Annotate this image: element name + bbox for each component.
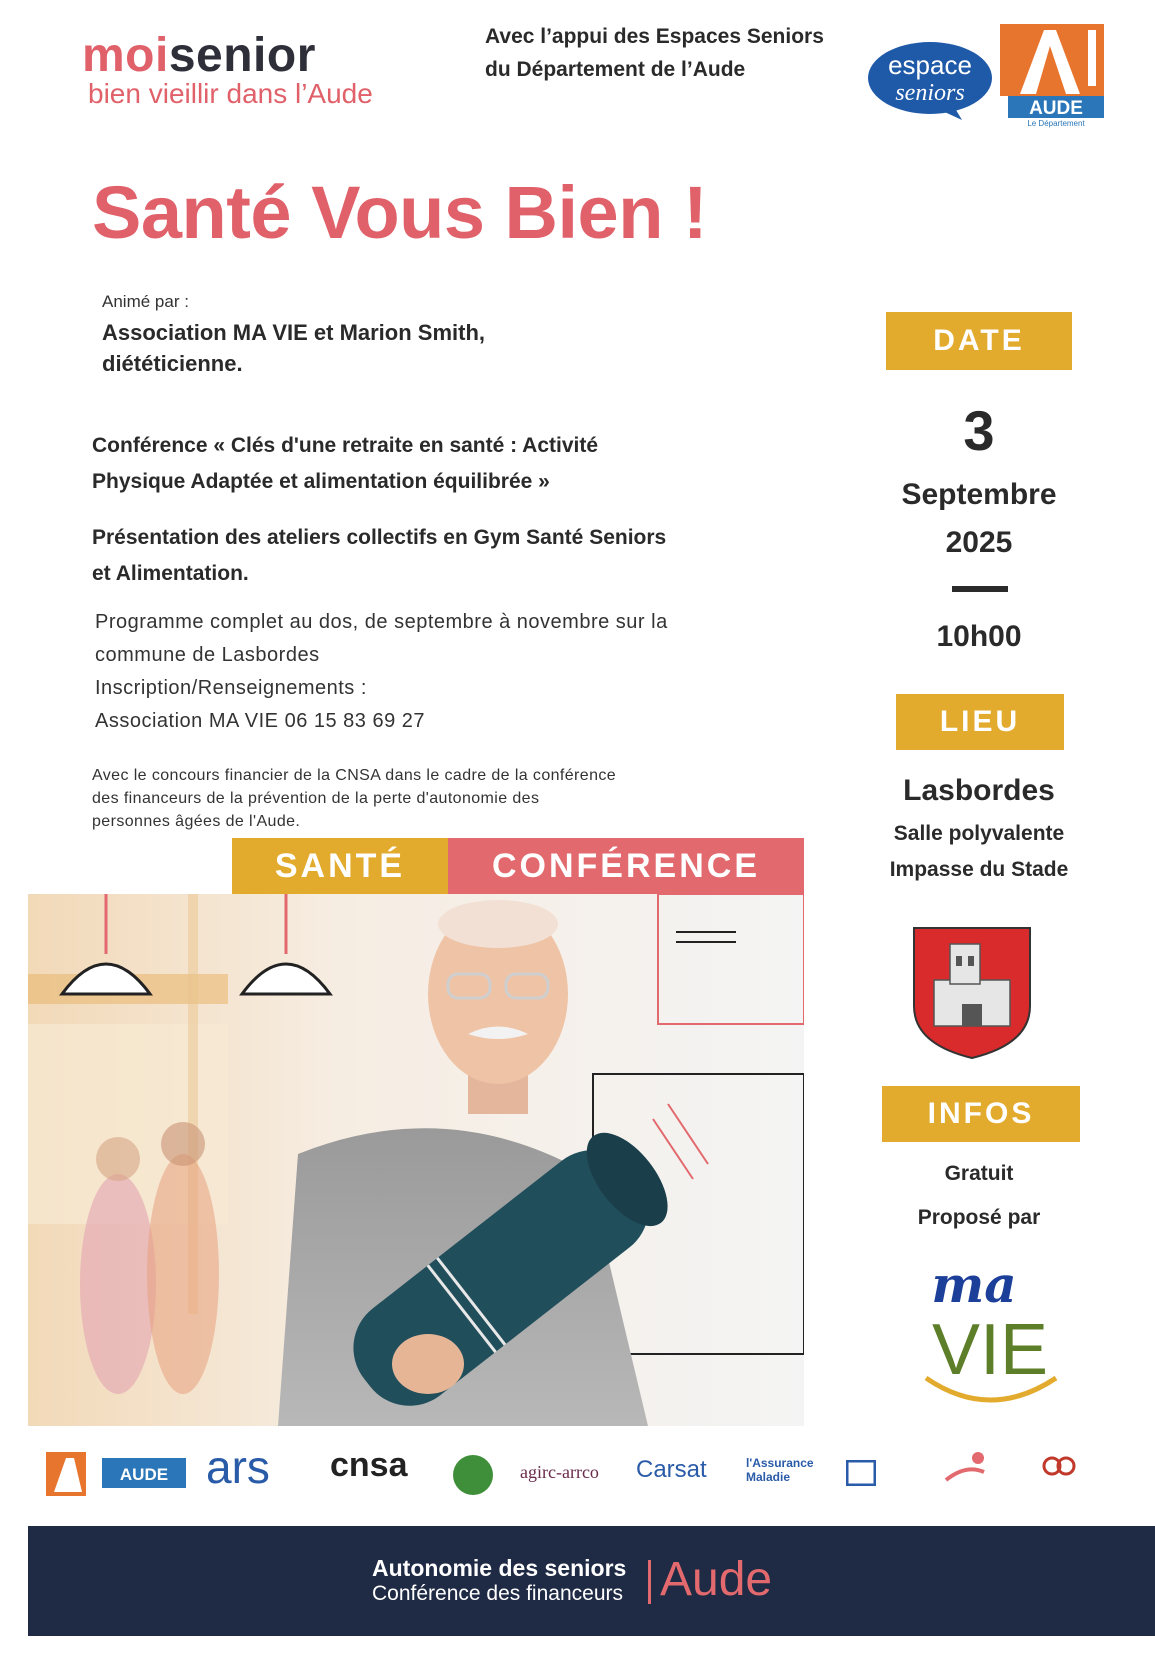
support-line-1: Avec l’appui des Espaces Seniors xyxy=(485,25,824,48)
footer-separator xyxy=(648,1560,651,1604)
partner-agirc-logo: agirc-arrco xyxy=(520,1462,599,1482)
programme-text xyxy=(95,606,795,738)
lieu-street: Impasse du Stade xyxy=(889,858,1069,881)
programme-line-4: Association MA VIE 06 15 83 69 27 xyxy=(95,710,426,732)
partner-aude-logo xyxy=(46,1452,186,1496)
partner-vieclub-logo xyxy=(452,1454,494,1496)
financement-line-3: personnes âgées de l'Aude. xyxy=(92,813,301,830)
lieu-venue: Salle polyvalente xyxy=(893,822,1065,845)
partner-aude-text: AUDE xyxy=(119,1465,169,1484)
financement-text xyxy=(92,764,792,833)
support-text xyxy=(485,20,824,86)
aude-departement-logo xyxy=(1000,24,1104,128)
date-separator xyxy=(952,586,1008,592)
espace-logo-line1: espace xyxy=(888,50,972,80)
programme-line-3: Inscription/Renseignements : xyxy=(95,677,367,699)
partner-carsat-logo: Carsat xyxy=(636,1456,707,1483)
animated-by-label: Animé par : xyxy=(102,292,189,311)
espace-seniors-logo xyxy=(866,38,998,122)
infos-price: Gratuit xyxy=(944,1162,1014,1185)
animated-by-line-2: diététicienne. xyxy=(102,351,243,376)
footer-line-2: Conférence des financeurs xyxy=(372,1582,623,1605)
partner-agees-icon xyxy=(940,1450,990,1496)
conference-line-1: Conférence « Clés d'une retraite en santé : Activité xyxy=(92,434,599,457)
page-title: Santé Vous Bien ! xyxy=(92,171,708,254)
footer-region: Aude xyxy=(660,1553,773,1606)
partner-logos xyxy=(40,1440,1120,1510)
programme-line-2: commune de Lasbordes xyxy=(95,644,320,666)
conference-text xyxy=(92,428,712,500)
conference-line-2: Physique Adaptée et alimentation équilibrée » xyxy=(92,470,550,493)
brand-tagline: bien vieillir dans l’Aude xyxy=(88,78,373,109)
mavie-logo xyxy=(906,1254,1066,1412)
date-year: 2025 xyxy=(945,526,1013,559)
partner-mutualite-icon xyxy=(1040,1454,1080,1490)
financement-line-1: Avec le concours financier de la CNSA dans le cadre de la conférence xyxy=(92,767,617,784)
moisenior-logo xyxy=(82,28,316,83)
infos-proposed-by: Proposé par xyxy=(917,1206,1041,1229)
lieu-label: LIEU xyxy=(896,694,1064,750)
espace-logo-line2: seniors xyxy=(895,80,965,106)
partner-msa-icon xyxy=(846,1460,876,1486)
date-day: 3 xyxy=(963,399,995,462)
aude-logo-text: AUDE xyxy=(1029,98,1083,119)
mavie-logo-ma: ma xyxy=(931,1255,1017,1314)
date-month: Septembre xyxy=(901,478,1057,511)
partner-assurance-logo: l'Assurance Maladie xyxy=(746,1456,814,1484)
photo-senior-yoga-mat xyxy=(28,894,804,1426)
brand-moi: moi xyxy=(82,29,169,82)
animated-by-text xyxy=(102,317,622,379)
programme-line-1: Programme complet au dos, de septembre à novembre sur la xyxy=(95,611,668,633)
lieu-town: Lasbordes xyxy=(903,774,1055,807)
ateliers-line-2: et Alimentation. xyxy=(92,562,249,585)
financement-line-2: des financeurs de la prévention de la perte d'autonomie des xyxy=(92,790,540,807)
date-time: 10h00 xyxy=(936,620,1022,653)
ateliers-line-1: Présentation des ateliers collectifs en Gym Santé Seniors xyxy=(92,526,667,549)
brand-senior: senior xyxy=(168,29,316,82)
banner-sante: SANTÉ xyxy=(232,838,448,894)
mavie-logo-vie: VIE xyxy=(931,1310,1049,1390)
banner-conference: CONFÉRENCE xyxy=(448,838,804,894)
partner-ars-logo: ars xyxy=(206,1441,270,1493)
support-line-2: du Département de l’Aude xyxy=(485,58,746,81)
animated-by-line-1: Association MA VIE et Marion Smith, xyxy=(102,320,486,345)
date-label: DATE xyxy=(886,312,1072,370)
lasbordes-coat-of-arms xyxy=(912,926,1032,1060)
infos-label: INFOS xyxy=(882,1086,1080,1142)
partner-cnsa-logo: cnsa xyxy=(330,1446,408,1484)
ateliers-text xyxy=(92,520,742,592)
aude-logo-sub: Le Département xyxy=(1027,119,1085,128)
footer-line-1: Autonomie des seniors xyxy=(372,1555,627,1581)
